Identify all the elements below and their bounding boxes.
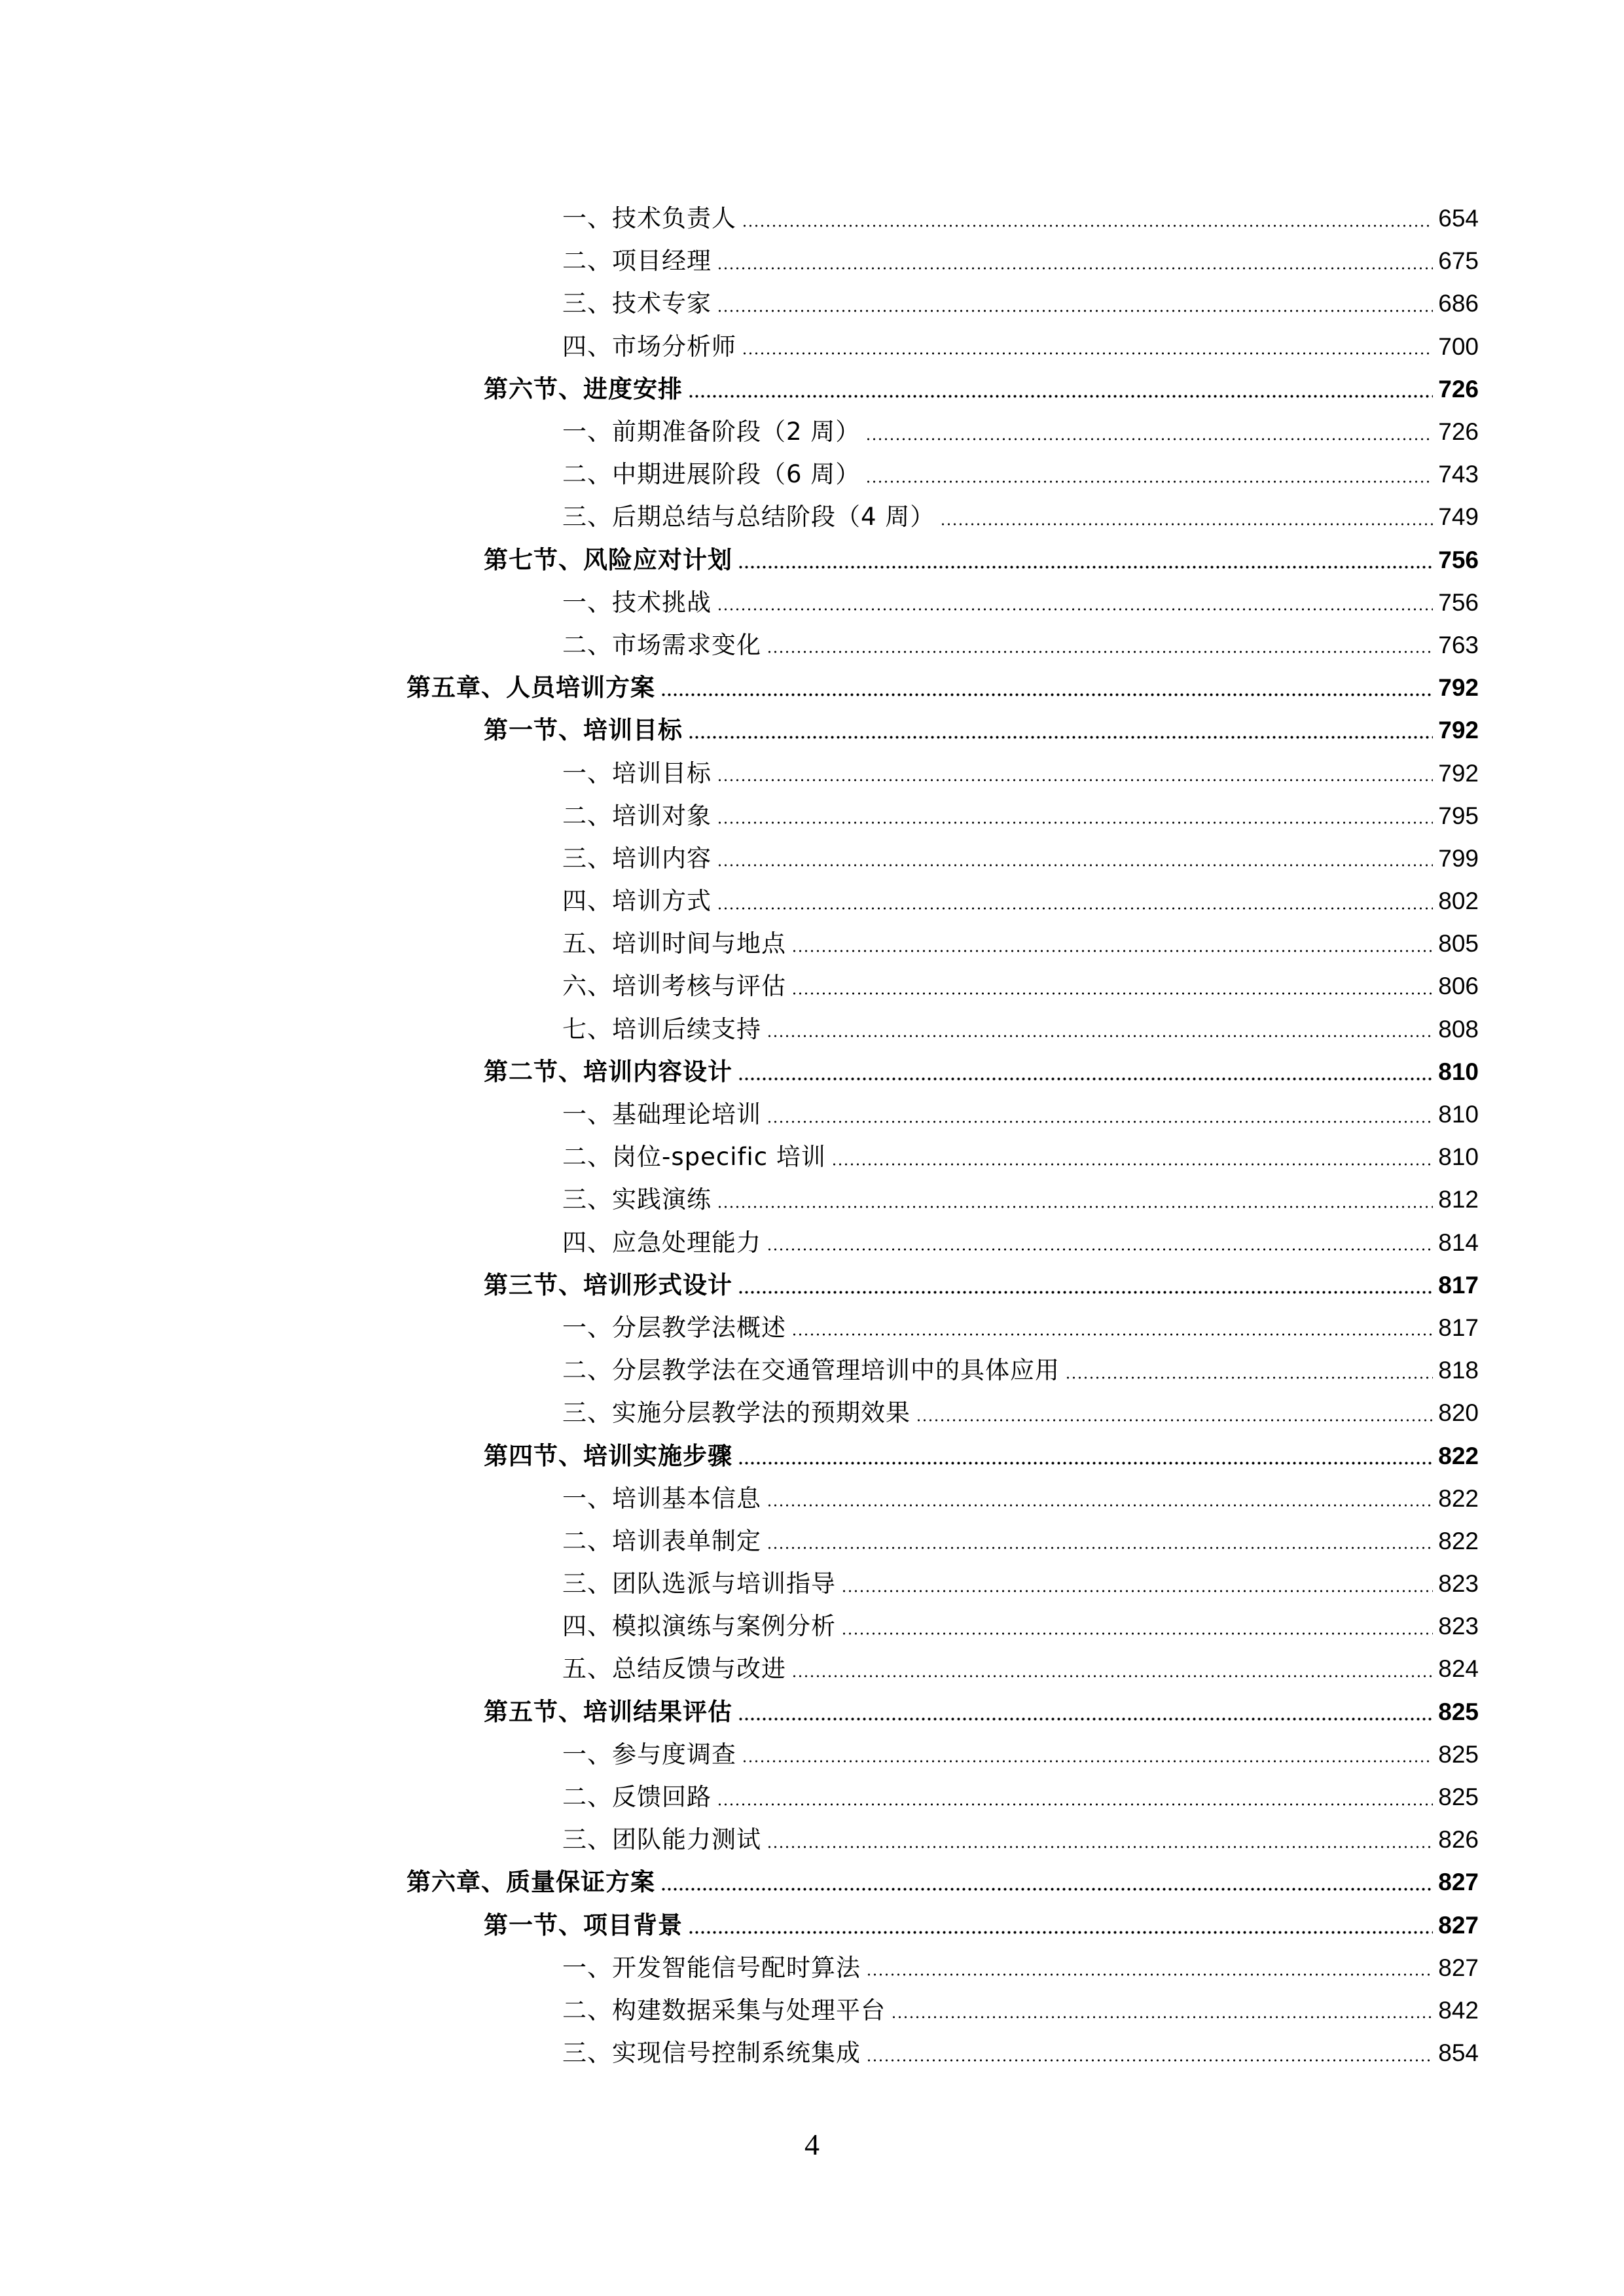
- toc-dot-leader: [940, 523, 1433, 526]
- toc-entry-item[interactable]: [0, 965, 1624, 1007]
- toc-entry-title: 一、基础理论培训: [562, 1100, 761, 1129]
- toc-entry-title: 一、技术挑战: [562, 588, 712, 617]
- toc-entry-title: 二、分层教学法在交通管理培训中的具体应用: [562, 1356, 1060, 1385]
- toc-entry-title: 三、后期总结与总结阶段（4 周）: [562, 503, 935, 531]
- toc-entry-title: 三、实施分层教学法的预期效果: [562, 1399, 911, 1427]
- toc-entry-page-number: 827: [1438, 1869, 1479, 1896]
- toc-dot-leader: [767, 1248, 1433, 1251]
- toc-entry-section[interactable]: [0, 709, 1624, 751]
- toc-entry-title: 二、市场需求变化: [562, 630, 761, 659]
- toc-dot-leader: [916, 1419, 1433, 1422]
- toc-dot-leader: [831, 1163, 1433, 1166]
- toc-dot-leader: [767, 1121, 1433, 1123]
- toc-entry-title: 七、培训后续支持: [562, 1014, 761, 1043]
- toc-entry-title: 第五节、培训结果评估: [484, 1697, 732, 1726]
- toc-entry-page-number: 810: [1438, 1058, 1479, 1085]
- toc-entry-item[interactable]: [0, 624, 1624, 666]
- toc-dot-leader: [767, 1547, 1433, 1549]
- toc-entry-page-number: 826: [1438, 1826, 1479, 1854]
- toc-entry-title: 二、培训对象: [562, 801, 712, 830]
- toc-entry-item[interactable]: [0, 325, 1624, 368]
- toc-entry-item[interactable]: [0, 1349, 1624, 1391]
- toc-entry-section[interactable]: [0, 539, 1624, 581]
- toc-entry-section[interactable]: [0, 1264, 1624, 1306]
- toc-dot-leader: [1065, 1376, 1433, 1379]
- toc-entry-page-number: 818: [1438, 1357, 1479, 1384]
- toc-entry-page-number: 814: [1438, 1229, 1479, 1256]
- toc-entry-page-number: 825: [1438, 1784, 1479, 1811]
- toc-entry-item[interactable]: [0, 1946, 1624, 1989]
- toc-entry-title: 一、培训目标: [562, 759, 712, 787]
- toc-entry-title: 第六节、进度安排: [484, 374, 683, 403]
- toc-entry-page-number: 792: [1438, 717, 1479, 744]
- toc-dot-leader: [660, 693, 1433, 696]
- toc-dot-leader: [866, 2059, 1433, 2062]
- toc-entry-title: 四、市场分析师: [562, 332, 736, 361]
- toc-dot-leader: [717, 821, 1433, 824]
- toc-entry-page-number: 825: [1438, 1698, 1479, 1725]
- toc-entry-page-number: 820: [1438, 1399, 1479, 1427]
- toc-dot-leader: [738, 1291, 1433, 1294]
- toc-dot-leader: [738, 1077, 1433, 1081]
- toc-entry-item[interactable]: [0, 1562, 1624, 1605]
- toc-entry-item[interactable]: [0, 240, 1624, 282]
- toc-entry-title: 三、团队能力测试: [562, 1825, 761, 1854]
- toc-entry-page-number: 802: [1438, 888, 1479, 915]
- toc-dot-leader: [791, 950, 1433, 952]
- toc-entry-page-number: 812: [1438, 1186, 1479, 1213]
- toc-entry-item[interactable]: [0, 1008, 1624, 1050]
- toc-entry-page-number: 827: [1438, 1911, 1479, 1939]
- toc-entry-item[interactable]: [0, 1776, 1624, 1818]
- toc-dot-leader: [688, 395, 1433, 398]
- toc-entry-title: 一、参与度调查: [562, 1740, 736, 1768]
- toc-entry-item[interactable]: [0, 1136, 1624, 1178]
- toc-entry-item[interactable]: [0, 581, 1624, 624]
- toc-dot-leader: [717, 608, 1433, 611]
- toc-entry-title: 第四节、培训实施步骤: [484, 1441, 732, 1470]
- toc-dot-leader: [767, 1035, 1433, 1037]
- toc-entry-page-number: 827: [1438, 1954, 1479, 1981]
- toc-entry-title: 三、团队选派与培训指导: [562, 1570, 836, 1598]
- toc-dot-leader: [688, 1931, 1433, 1934]
- toc-entry-title: 三、实践演练: [562, 1185, 712, 1214]
- toc-entry-page-number: 749: [1438, 503, 1479, 531]
- toc-dot-leader: [841, 1590, 1433, 1592]
- toc-entry-title: 二、培训表单制定: [562, 1526, 761, 1555]
- toc-entry-page-number: 825: [1438, 1740, 1479, 1768]
- toc-entry-page-number: 763: [1438, 631, 1479, 658]
- toc-entry-title: 二、中期进展阶段（6 周）: [562, 460, 861, 489]
- toc-entry-title: 一、前期准备阶段（2 周）: [562, 418, 861, 446]
- toc-entry-page-number: 806: [1438, 973, 1479, 1000]
- toc-entry-item[interactable]: [0, 282, 1624, 325]
- toc-entry-title: 三、技术专家: [562, 289, 712, 318]
- toc-entry-section[interactable]: [0, 1434, 1624, 1477]
- toc-dot-leader: [767, 1846, 1433, 1848]
- toc-entry-title: 一、培训基本信息: [562, 1484, 761, 1513]
- toc-entry-item[interactable]: [0, 1477, 1624, 1520]
- toc-entry-page-number: 817: [1438, 1271, 1479, 1299]
- toc-dot-leader: [742, 224, 1433, 227]
- toc-entry-page-number: 822: [1438, 1442, 1479, 1469]
- toc-dot-leader: [738, 1462, 1433, 1465]
- toc-dot-leader: [717, 267, 1433, 270]
- toc-entry-page-number: 824: [1438, 1655, 1479, 1683]
- toc-entry-page-number: 823: [1438, 1613, 1479, 1640]
- toc-entry-title: 五、总结反馈与改进: [562, 1655, 786, 1683]
- toc-entry-title: 一、技术负责人: [562, 204, 736, 233]
- toc-entry-title: 六、培训考核与评估: [562, 972, 786, 1001]
- toc-entry-page-number: 808: [1438, 1015, 1479, 1043]
- toc-entry-page-number: 792: [1438, 674, 1479, 702]
- toc-entry-section[interactable]: [0, 1904, 1624, 1946]
- toc-dot-leader: [866, 1973, 1433, 1976]
- toc-entry-item[interactable]: [0, 922, 1624, 965]
- toc-entry-title: 五、培训时间与地点: [562, 929, 786, 958]
- toc-entry-item[interactable]: [0, 453, 1624, 495]
- toc-entry-title: 第六章、质量保证方案: [406, 1868, 655, 1897]
- toc-dot-leader: [738, 1717, 1433, 1721]
- toc-entry-title: 二、构建数据采集与处理平台: [562, 1996, 886, 2024]
- toc-entry-item[interactable]: [0, 751, 1624, 794]
- toc-dot-leader: [891, 2016, 1433, 2018]
- table-of-contents: [0, 197, 1624, 2074]
- toc-entry-page-number: 792: [1438, 759, 1479, 787]
- toc-entry-item[interactable]: [0, 1178, 1624, 1221]
- toc-dot-leader: [841, 1632, 1433, 1635]
- toc-entry-item[interactable]: [0, 1605, 1624, 1647]
- toc-entry-title: 二、岗位-specific 培训: [562, 1143, 826, 1172]
- toc-entry-item[interactable]: [0, 1391, 1624, 1434]
- toc-dot-leader: [791, 1675, 1433, 1677]
- toc-dot-leader: [717, 907, 1433, 910]
- toc-entry-section[interactable]: [0, 1050, 1624, 1093]
- toc-dot-leader: [688, 736, 1433, 739]
- toc-entry-title: 三、培训内容: [562, 844, 712, 872]
- toc-entry-title: 四、培训方式: [562, 887, 712, 916]
- toc-entry-page-number: 726: [1438, 418, 1479, 446]
- toc-entry-item[interactable]: [0, 880, 1624, 922]
- toc-entry-page-number: 817: [1438, 1314, 1479, 1341]
- toc-entry-page-number: 795: [1438, 802, 1479, 829]
- toc-entry-section[interactable]: [0, 1691, 1624, 1733]
- toc-dot-leader: [791, 1333, 1433, 1336]
- toc-entry-page-number: 822: [1438, 1484, 1479, 1512]
- toc-dot-leader: [742, 352, 1433, 355]
- toc-entry-title: 第一节、培训目标: [484, 716, 683, 745]
- toc-dot-leader: [717, 1803, 1433, 1806]
- toc-entry-page-number: 842: [1438, 1996, 1479, 2024]
- page-number: 4: [804, 2128, 820, 2161]
- toc-entry-page-number: 810: [1438, 1101, 1479, 1128]
- toc-entry-page-number: 743: [1438, 461, 1479, 488]
- toc-entry-title: 四、模拟演练与案例分析: [562, 1612, 836, 1641]
- toc-dot-leader: [767, 651, 1433, 653]
- toc-entry-page-number: 756: [1438, 546, 1479, 573]
- toc-entry-title: 一、开发智能信号配时算法: [562, 1953, 861, 1982]
- toc-entry-item[interactable]: [0, 1221, 1624, 1264]
- toc-dot-leader: [865, 438, 1433, 440]
- toc-entry-page-number: 805: [1438, 930, 1479, 958]
- toc-entry-title: 三、实现信号控制系统集成: [562, 2039, 861, 2068]
- toc-entry-page-number: 700: [1438, 332, 1479, 360]
- toc-entry-item[interactable]: [0, 410, 1624, 453]
- toc-dot-leader: [738, 565, 1433, 569]
- toc-entry-section[interactable]: [0, 368, 1624, 410]
- toc-entry-item[interactable]: [0, 1520, 1624, 1562]
- toc-entry-page-number: 756: [1438, 588, 1479, 616]
- toc-entry-title: 第五章、人员培训方案: [406, 673, 655, 702]
- toc-entry-page-number: 810: [1438, 1143, 1479, 1171]
- toc-entry-title: 二、项目经理: [562, 247, 712, 276]
- toc-entry-item[interactable]: [0, 1989, 1624, 2032]
- toc-entry-item[interactable]: [0, 795, 1624, 837]
- toc-entry-page-number: 675: [1438, 247, 1479, 275]
- toc-entry-item[interactable]: [0, 197, 1624, 240]
- toc-entry-page-number: 654: [1438, 205, 1479, 232]
- toc-entry-page-number: 726: [1438, 375, 1479, 403]
- toc-dot-leader: [791, 992, 1433, 995]
- toc-entry-title: 四、应急处理能力: [562, 1228, 761, 1257]
- toc-entry-item[interactable]: [0, 495, 1624, 538]
- toc-dot-leader: [660, 1888, 1433, 1891]
- toc-entry-chapter[interactable]: [0, 1861, 1624, 1903]
- toc-entry-page-number: 799: [1438, 844, 1479, 872]
- toc-dot-leader: [717, 310, 1433, 312]
- toc-entry-page-number: 686: [1438, 290, 1479, 317]
- toc-entry-title: 第三节、培训形式设计: [484, 1270, 732, 1299]
- toc-entry-item[interactable]: [0, 2032, 1624, 2074]
- toc-entry-page-number: 822: [1438, 1527, 1479, 1554]
- toc-entry-title: 一、分层教学法概述: [562, 1313, 786, 1342]
- toc-dot-leader: [717, 779, 1433, 781]
- toc-entry-item[interactable]: [0, 1818, 1624, 1861]
- toc-entry-chapter[interactable]: [0, 666, 1624, 709]
- toc-entry-title: 第二节、培训内容设计: [484, 1057, 732, 1086]
- toc-entry-title: 二、反馈回路: [562, 1783, 712, 1812]
- toc-dot-leader: [717, 864, 1433, 867]
- toc-dot-leader: [767, 1504, 1433, 1507]
- toc-entry-item[interactable]: [0, 1306, 1624, 1349]
- toc-entry-item[interactable]: [0, 837, 1624, 880]
- toc-entry-item[interactable]: [0, 1647, 1624, 1690]
- toc-entry-page-number: 823: [1438, 1570, 1479, 1598]
- toc-entry-item[interactable]: [0, 1093, 1624, 1136]
- toc-entry-title: 第七节、风险应对计划: [484, 545, 732, 574]
- toc-dot-leader: [742, 1760, 1433, 1763]
- toc-entry-title: 第一节、项目背景: [484, 1910, 683, 1939]
- toc-dot-leader: [865, 480, 1433, 483]
- toc-dot-leader: [717, 1206, 1433, 1208]
- toc-entry-item[interactable]: [0, 1733, 1624, 1776]
- toc-entry-page-number: 854: [1438, 2039, 1479, 2067]
